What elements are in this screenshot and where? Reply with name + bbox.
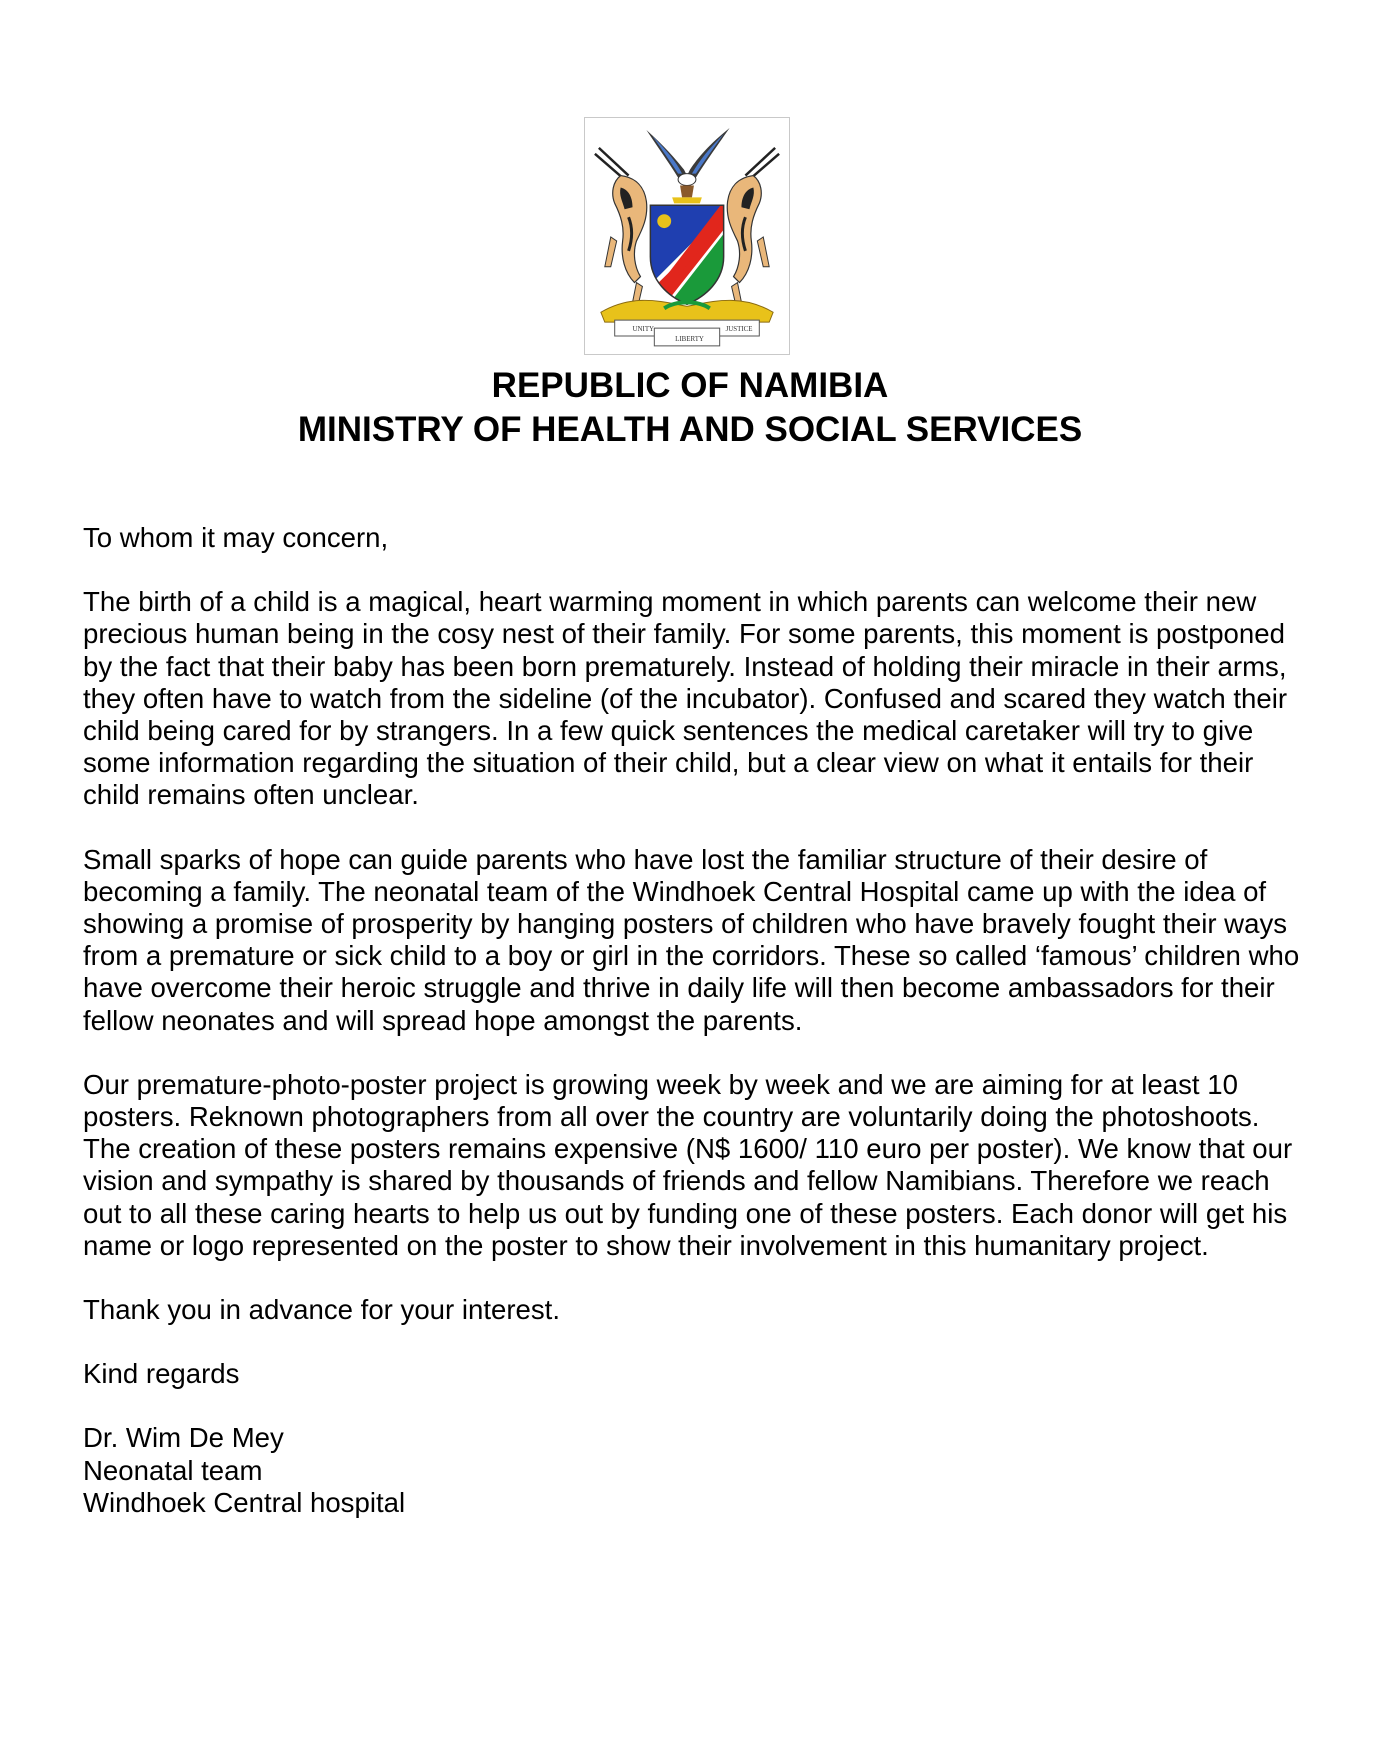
motto-right-text: JUSTICE — [725, 326, 753, 334]
signature-block — [83, 1422, 1313, 1519]
paragraph-2: Small sparks of hope can guide parents who have lost the familiar structure of their desire of becoming a family. The neonatal team of the Windhoek Central Hospital came up with the idea of showing a promise of prosperity by hanging posters of children who have bravely fought their ways from a premature or sick child to a boy or girl in the corridors. These so called ‘famous’ children who have overcome their heroic struggle and thrive in daily life will then become ambassadors for their fellow neonates and will spread hope amongst the parents. — [83, 843, 1300, 1036]
left-oryx-icon — [595, 148, 647, 312]
signer-hospital: Windhoek Central hospital — [83, 1486, 406, 1518]
motto-left-text: UNITY — [632, 326, 655, 334]
coat-of-arms-emblem — [584, 117, 790, 355]
dune-base-icon — [601, 300, 773, 322]
motto-center-text: LIBERTY — [675, 335, 704, 343]
eagle-icon — [646, 128, 729, 203]
closing-line: Kind regards — [83, 1358, 240, 1390]
signer-name: Dr. Wim De Mey — [83, 1422, 284, 1454]
signer-team: Neonatal team — [83, 1454, 263, 1486]
motto-ribbon — [615, 320, 760, 346]
salutation: To whom it may concern, — [83, 522, 389, 553]
paragraph-1: The birth of a child is a magical, heart warming moment in which parents can welcome their new precious human being in the cosy nest of their family. For some parents, this moment is postponed by the fact that their baby has been born prematurely. Instead of holding their miracle in their arms, they often have to watch from the sideline (of the incubator). Confused and scared they watch their child being cared for by strangers. In a few quick sentences the medical caretaker will try to give some information regarding the situation of their child, but a clear view on what it entails for their child remains often unclear. — [83, 586, 1288, 811]
thanks-line: Thank you in advance for your interest. — [83, 1294, 561, 1326]
country-title: REPUBLIC OF NAMIBIA — [491, 366, 889, 405]
shield-icon — [644, 201, 733, 310]
paragraph-3: Our premature-photo-poster project is growing week by week and we are aiming for at least 10 posters. Reknown photographers from all over the country are voluntarily doing the photoshoots. The creation of these posters remains expensive (N$ 1600/ 110 euro per poster). We know that our vision and sympathy is shared by thousands of friends and fellow Namibians. Therefore we reach out to all these caring hearts to help us out by funding one of these posters. Each donor will get his name or logo represented on the poster to show their involvement in this humanitary project. — [83, 1068, 1293, 1261]
letter-body — [83, 522, 1313, 1519]
right-oryx-icon — [727, 148, 779, 312]
ministry-title: MINISTRY OF HEALTH AND SOCIAL SERVICES — [297, 410, 1083, 449]
letterhead — [0, 364, 1380, 452]
